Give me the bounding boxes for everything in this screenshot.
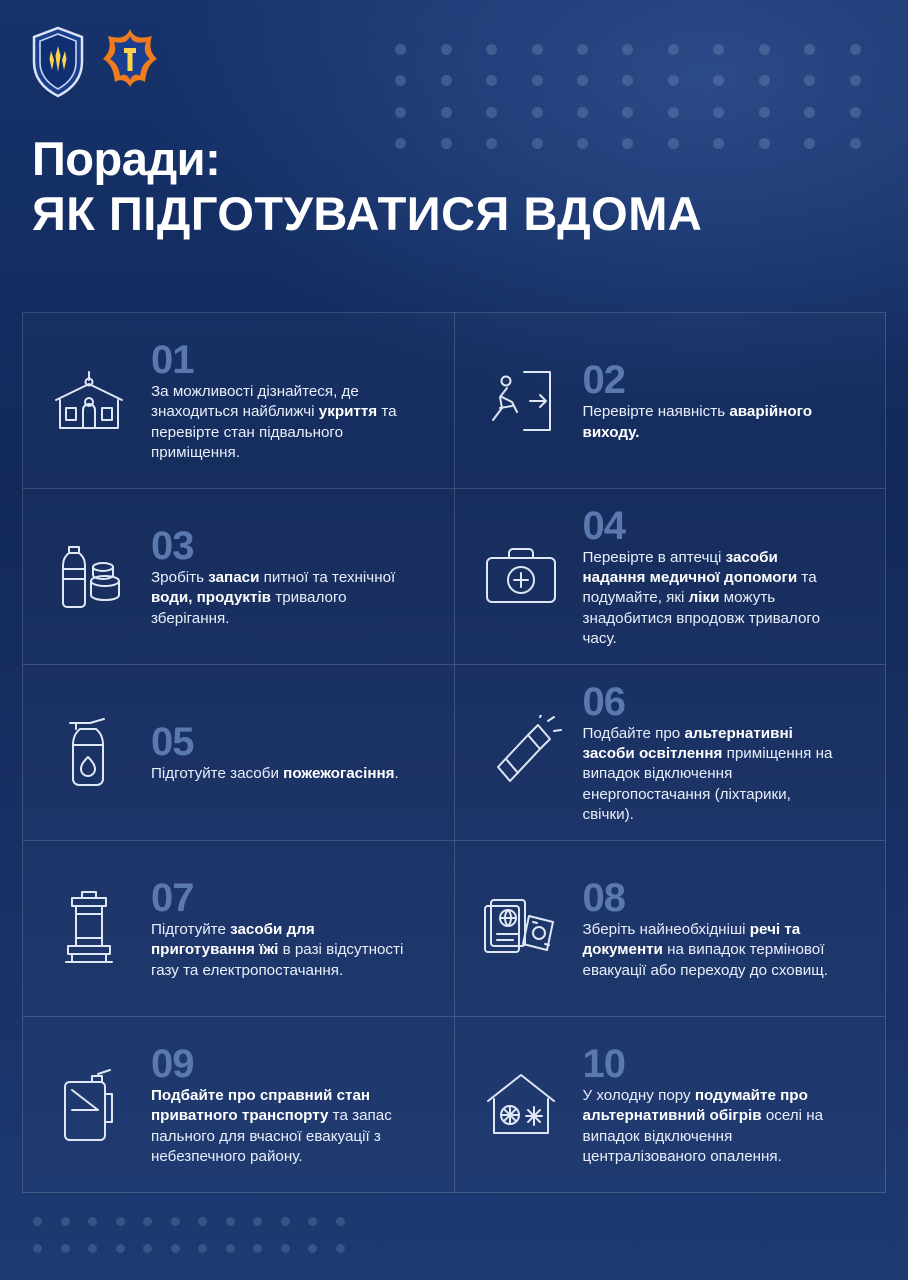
tip-number-wrap-05 [151, 722, 440, 764]
tip-number-wrap-02 [583, 360, 872, 402]
tip-card-02 [455, 313, 887, 489]
tip-card-05 [23, 665, 455, 841]
tip-number-wrap-07 [151, 878, 440, 920]
tip-card-08 [455, 841, 887, 1017]
tip-body-02 [583, 358, 872, 442]
tip-card-04 [455, 489, 887, 665]
tip-number-04: 04 [582, 503, 625, 548]
tip-card-06 [455, 665, 887, 841]
tip-text-07: Підготуйте засоби для приготування їжі в разі відсутності газу та електропостачання. [151, 921, 404, 979]
tip-text-06: Подбайте про альтернативні засоби освітлення приміщення на випадок відключення енергопостачання (ліхтарики, свічки). [582, 724, 833, 823]
poster-header [0, 0, 908, 300]
tip-body-04 [583, 504, 872, 649]
tip-body-08 [583, 876, 872, 981]
tip-number-wrap-04 [582, 503, 872, 548]
tip-number-wrap-10 [583, 1044, 872, 1086]
tip-number-10: 10 [582, 1042, 625, 1087]
camping-stove-icon [33, 888, 145, 970]
tip-text-10: У холодну пору подумайте про альтернативний обігрів оселі на випадок відключення централізованого опалення. [582, 1087, 824, 1165]
decorative-bottom-dots [24, 1208, 354, 1262]
tip-text-03: Зробіть запаси питної та технічної води, продуктів тривалого зберігання. [151, 569, 396, 627]
tip-number-wrap-09 [151, 1044, 440, 1086]
fire-extinguisher-icon [33, 713, 145, 793]
water-food-icon [33, 541, 145, 613]
tip-body-01 [151, 338, 440, 463]
tip-number-03: 03 [151, 524, 194, 569]
tip-text-04: Перевірте в аптечці засоби надання медичної допомоги та подумайте, які ліки можуть знадобитися впродовж тривалого часу. [582, 548, 821, 647]
title-line-2: ЯК ПІДГОТУВАТИСЯ ВДОМА [32, 186, 703, 240]
first-aid-kit-icon [465, 544, 577, 610]
tip-body-09 [151, 1042, 440, 1167]
tip-number-07: 07 [151, 876, 194, 921]
police-emblem [30, 26, 86, 98]
tip-number-wrap-03 [151, 526, 440, 568]
fuel-canister-icon [33, 1064, 145, 1146]
tip-text-05: Підготуйте засоби пожежогасіння. [151, 765, 399, 783]
documents-icon [465, 894, 577, 964]
poster-title [32, 132, 703, 240]
tip-number-08: 08 [582, 876, 625, 921]
tip-body-06 [583, 680, 872, 825]
tip-number-05: 05 [151, 720, 194, 765]
tip-card-07 [23, 841, 455, 1017]
tip-number-01: 01 [151, 338, 194, 383]
flashlight-icon [465, 715, 577, 791]
title-line-1: Поради: [32, 132, 221, 185]
tip-number-06: 06 [582, 679, 625, 724]
tip-number-02: 02 [582, 358, 625, 403]
tip-number-wrap-01 [151, 340, 440, 382]
house-heating-icon [465, 1067, 577, 1143]
tip-text-08: Зберіть найнеобхідніші речі та документи на випадок термінової евакуації або переходу до сховищ. [582, 921, 828, 979]
shelter-icon [33, 368, 145, 434]
dsns-emblem [100, 26, 160, 100]
tip-body-07 [151, 876, 440, 981]
tip-number-wrap-06 [582, 679, 872, 724]
tip-card-03 [23, 489, 455, 665]
tip-text-09: Подбайте про справний стан приватного транспорту та запас пального для вчасної евакуації з небезпечного району. [151, 1087, 392, 1165]
tip-card-10 [455, 1017, 887, 1193]
tips-grid [22, 312, 886, 1193]
tip-card-09 [23, 1017, 455, 1193]
tip-text-01: За можливості дізнайтеся, де знаходиться найближчі укриття та перевірте стан підвального приміщення. [151, 383, 397, 461]
tip-body-05 [151, 720, 440, 784]
tip-card-01 [23, 313, 455, 489]
tip-body-10 [583, 1042, 872, 1167]
emergency-exit-icon [465, 366, 577, 436]
tip-text-02: Перевірте наявність аварійного виходу. [582, 403, 813, 441]
tip-body-03 [151, 524, 440, 629]
tip-number-09: 09 [151, 1042, 194, 1087]
tip-number-wrap-08 [583, 878, 872, 920]
